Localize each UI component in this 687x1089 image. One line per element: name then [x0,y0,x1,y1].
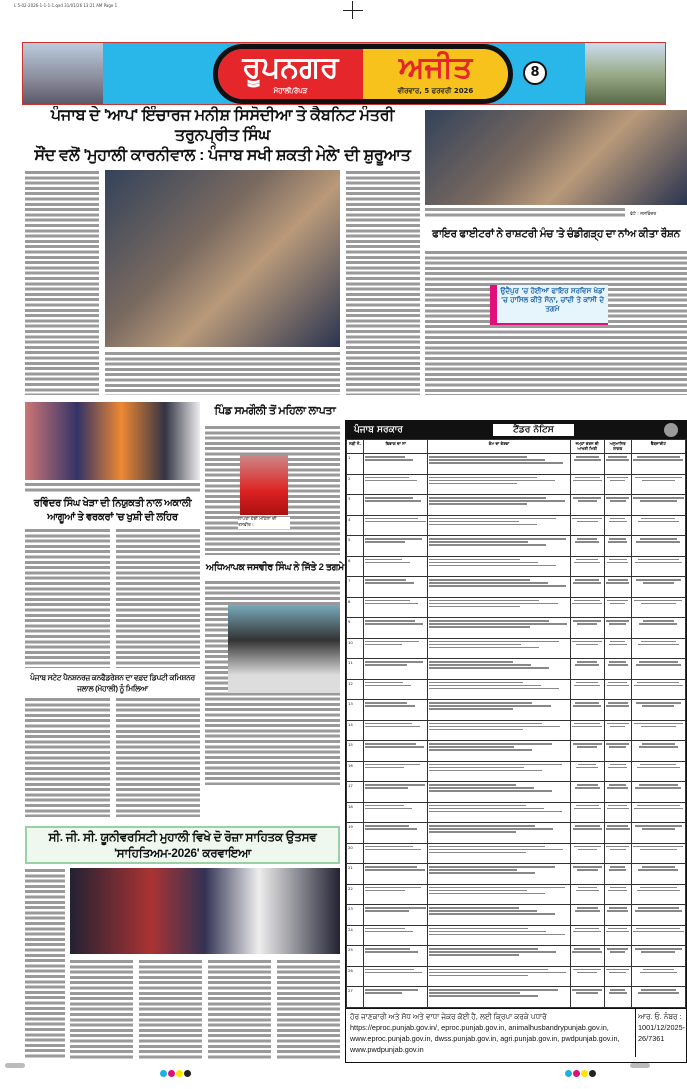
pensioners-body [25,697,200,817]
table-cell [604,802,631,823]
table-cell [604,782,631,803]
row-number: 1 [347,454,364,475]
table-cell [631,741,685,762]
table-cell [570,741,604,762]
table-cell [604,556,631,577]
table-cell [363,925,427,946]
table-cell [631,946,685,967]
table-cell [604,474,631,495]
table-cell [631,536,685,557]
table-cell [631,618,685,639]
table-cell [604,515,631,536]
table-cell [363,987,427,1008]
table-cell [604,638,631,659]
photo-credit: ਫੋਟੋ : ਜਸਵਿੰਦਰ [630,212,657,217]
table-cell [631,659,685,680]
table-cell [363,700,427,721]
city-name: ਰੂਪਨਗਰ [242,50,339,85]
table-row [347,864,686,885]
table-cell [631,823,685,844]
print-slug: L 5-02-2026-1-1-1-1.qxd 31/01/26 13:21 AM Page 1 [14,3,118,8]
table-cell [428,823,570,844]
row-number: 22 [347,884,364,905]
table-cell [428,843,570,864]
table-row [347,597,686,618]
table-header: ਕੰਮ ਦਾ ਵੇਰਵਾ [428,440,570,454]
missing-woman-photo [240,455,288,515]
tender-footer-line: ਹੋਰ ਜਾਣਕਾਰੀ ਅਤੇ ਸੋਧ ਅਤੇ ਵਾਧਾ ਜੇਕਰ ਕੋਈ ਹੈ, ਲਈ ਕ੍ਰਿਪਾ ਕਰਕੇ ਪਧਾਰੋ [350,1011,547,1021]
table-cell [604,966,631,987]
table-cell [631,638,685,659]
table-cell [428,618,570,639]
row-number: 27 [347,987,364,1008]
table-cell [570,495,604,516]
row-number: 6 [347,556,364,577]
table-cell [570,659,604,680]
table-cell [604,454,631,475]
table-cell [570,536,604,557]
table-cell [631,597,685,618]
table-cell [428,638,570,659]
table-cell [604,925,631,946]
table-cell [363,946,427,967]
table-cell [604,905,631,926]
ro-number: 1001/12/2025-26/7361 [638,1022,686,1043]
table-cell [604,884,631,905]
table-cell [428,577,570,598]
table-cell [570,864,604,885]
akali-body [25,528,200,668]
table-cell [363,823,427,844]
table-cell [570,905,604,926]
table-cell [631,843,685,864]
table-row [347,925,686,946]
table-row [347,515,686,536]
row-number: 20 [347,843,364,864]
table-row [347,966,686,987]
row-number: 4 [347,515,364,536]
table-cell [363,454,427,475]
table-cell [428,659,570,680]
masthead-photo-right [585,43,665,105]
table-row [347,946,686,967]
medals-headline: ਅਧਿਆਪਕ ਜਸਵੀਰ ਸਿੰਘ ਨੇ ਜਿੱਤੇ 2 ਤਗਮੇ [206,562,344,573]
table-cell [570,597,604,618]
table-row [347,454,686,475]
table-cell [363,597,427,618]
table-cell [631,495,685,516]
table-cell [428,884,570,905]
color-bar [565,1062,597,1081]
sports-headline: ਫਾਇਰ ਫਾਈਟਰਾਂ ਨੇ ਰਾਸ਼ਟਰੀ ਮੰਚ 'ਤੇ ਚੰਡੀਗੜ੍ਹ ਦਾ ਨਾਂਅ ਕੀਤਾ ਰੌਸ਼ਨ [432,228,680,240]
table-cell [570,556,604,577]
table-cell [570,782,604,803]
table-row [347,638,686,659]
masthead-photo-left [23,43,103,105]
table-cell [363,843,427,864]
table-cell [604,823,631,844]
row-number: 12 [347,679,364,700]
table-cell [363,536,427,557]
table-cell [363,884,427,905]
table-cell [631,782,685,803]
table-cell [570,515,604,536]
table-cell [570,638,604,659]
row-number: 18 [347,802,364,823]
table-cell [570,966,604,987]
table-cell [631,802,685,823]
text-column [25,170,99,395]
table-cell [570,618,604,639]
table-cell [570,720,604,741]
table-cell [363,802,427,823]
table-cell [604,577,631,598]
row-number: 15 [347,741,364,762]
table-row [347,782,686,803]
table-row [347,577,686,598]
table-cell [631,966,685,987]
table-cell [604,720,631,741]
table-cell [363,782,427,803]
table-row [347,905,686,926]
page-number: 8 [523,61,547,85]
registration-mark [630,1063,650,1068]
table-cell [570,700,604,721]
row-number: 16 [347,761,364,782]
table-cell [363,556,427,577]
table-cell [363,741,427,762]
table-cell [363,638,427,659]
photo-caption [105,351,341,395]
lead-photo [105,170,341,347]
row-number: 17 [347,782,364,803]
row-number: 25 [347,946,364,967]
table-cell [604,536,631,557]
tender-urls[interactable]: https://eproc.punjab.gov.in/, eproc.punjab.gov.in, animalhusbandrypunjab.gov.in, www.eproc.punjab.gov.in, dwss.punjab.gov.in, agri.punjab.gov.in, pwdpunjab.gov.in, www.pwdpunjab.gov.in [350,1022,620,1054]
akali-photo [25,402,200,480]
missing-headline: ਪਿੰਡ ਸਮਗੌਲੀ ਤੋਂ ਮਹਿਲਾ ਲਾਪਤਾ [214,405,336,417]
table-cell [631,679,685,700]
table-cell [428,741,570,762]
table-cell [570,802,604,823]
photo-caption [425,207,625,218]
table-cell [604,946,631,967]
university-photo [70,868,340,954]
table-cell [428,761,570,782]
row-number: 24 [347,925,364,946]
table-cell [570,577,604,598]
issue-date: ਵੀਰਵਾਰ, 5 ਫਰਵਰੀ 2026 [397,87,474,95]
row-number: 7 [347,577,364,598]
table-cell [363,864,427,885]
table-header: ਵਿਭਾਗ ਦਾ ਨਾਂ [363,440,427,454]
row-number: 11 [347,659,364,680]
table-cell [631,884,685,905]
ro-label: ਆਰ. ਓ. ਨੰਬਰ : [638,1011,682,1021]
table-cell [604,495,631,516]
table-row [347,720,686,741]
table-cell [570,884,604,905]
table-cell [604,741,631,762]
table-cell [570,823,604,844]
table-cell [570,474,604,495]
table-header: ਅਨੁਮਾਨਿਤ ਲਾਗਤ [604,440,631,454]
table-row [347,618,686,639]
table-cell [428,474,570,495]
table-row [347,884,686,905]
registration-mark [343,10,363,11]
fire-fighters-photo [425,110,687,205]
table-cell [604,659,631,680]
row-number: 8 [347,597,364,618]
lead-headline-line1: ਪੰਜਾਬ ਦੇ 'ਆਪ' ਇੰਚਾਰਜ ਮਨੀਸ਼ ਸਿਸੋਦੀਆ ਤੇ ਕੈਬਨਿਟ ਮੰਤਰੀ ਤਰੁਨਪ੍ਰੀਤ ਸਿੰਘ [50,107,395,144]
table-cell [570,946,604,967]
table-header: ਵੈੱਬਸਾਈਟ [631,440,685,454]
row-number: 9 [347,618,364,639]
table-row [347,495,686,516]
table-cell [428,802,570,823]
table-cell [428,946,570,967]
table-row [347,556,686,577]
medals-photo [228,605,340,693]
table-cell [631,925,685,946]
masthead [22,42,666,105]
table-cell [363,679,427,700]
table-cell [363,577,427,598]
table-cell [604,987,631,1008]
table-cell [428,720,570,741]
table-cell [428,597,570,618]
table-cell [631,474,685,495]
table-cell [631,556,685,577]
table-cell [428,925,570,946]
university-story [25,826,340,1059]
table-cell [428,905,570,926]
table-cell [428,782,570,803]
table-cell [363,515,427,536]
row-number: 13 [347,700,364,721]
table-header: ਲੜੀ ਨੰ. [347,440,364,454]
row-number: 14 [347,720,364,741]
table-cell [631,515,685,536]
table-row [347,843,686,864]
table-cell [363,618,427,639]
table-cell [570,987,604,1008]
table-cell [570,679,604,700]
akali-headline: ਰਵਿੰਦਰ ਸਿੰਘ ਖੇੜਾ ਦੀ ਨਿਯੁਕਤੀ ਨਾਲ ਅਕਾਲੀ ਆਗੂਆਂ ਤੇ ਵਰਕਰਾਂ 'ਚ ਖੁਸ਼ੀ ਦੀ ਲਹਿਰ [33,498,192,523]
table-cell [363,966,427,987]
university-body [25,868,65,1059]
table-cell [363,495,427,516]
lead-headline-line2: ਸੌਂਦ ਵਲੋਂ 'ਮੁਹਾਲੀ ਕਾਰਨੀਵਾਲ : ਪੰਜਾਬ ਸਖੀ ਸ਼ਕਤੀ ਮੇਲੇ' ਦੀ ਸ਼ੁਰੂਆਤ [34,147,411,164]
photo-caption: ਲਾਪਤਾ ਹੋਈ ਮਹਿਲਾ ਦੀ ਤਸਵੀਰ। [238,517,290,529]
table-cell [428,556,570,577]
table-row [347,761,686,782]
table-row [347,823,686,844]
table-cell [631,720,685,741]
table-cell [604,700,631,721]
table-row [347,700,686,721]
table-row [347,679,686,700]
masthead-logo [213,44,513,104]
lead-body [25,170,420,395]
table-cell [428,454,570,475]
row-number: 26 [347,966,364,987]
table-cell [428,679,570,700]
table-cell [428,966,570,987]
table-cell [631,905,685,926]
table-cell [428,987,570,1008]
row-number: 21 [347,864,364,885]
govt-name: ਪੰਜਾਬ ਸਰਕਾਰ [354,425,403,435]
table-cell [604,679,631,700]
color-bar [160,1062,192,1081]
table-cell [428,864,570,885]
table-cell [631,761,685,782]
row-number: 5 [347,536,364,557]
pensioners-headline: ਪੰਜਾਬ ਸਟੇਟ ਪੈਨਸ਼ਨਰਜ਼ ਕਨਫੈਡਰੇਸ਼ਨ ਦਾ ਵਫ਼ਦ ਡਿਪਟੀ ਕਮਿਸ਼ਨਰ ਜਲਾਲ (ਮੋਹਾਲੀ) ਨੂੰ ਮਿਲਿਆ [30,673,195,693]
table-cell [604,864,631,885]
registration-mark [352,1,353,19]
table-cell [631,454,685,475]
table-cell [604,843,631,864]
lead-headline [25,106,420,166]
table-cell [363,905,427,926]
table-row [347,802,686,823]
pull-quote: ਉਦੈਪੁਰ 'ਚ ਹੋਈਆਂ ਫਾਇਰ ਸਰਵਿਸ ਖੇਡਾਂ 'ਚ ਹਾਸਿਲ ਕੀਤੇ ਸੋਨਾ, ਚਾਂਦੀ ਤੇ ਕਾਂਸੀ ਦੇ ਤਗਮੇ [490,285,608,325]
table-cell [604,597,631,618]
table-cell [363,720,427,741]
table-row [347,659,686,680]
row-number: 3 [347,495,364,516]
table-cell [428,536,570,557]
table-cell [631,577,685,598]
table-cell [363,474,427,495]
table-cell [570,454,604,475]
emblem-icon [664,423,678,437]
table-cell [631,700,685,721]
table-cell [363,659,427,680]
table-cell [428,495,570,516]
university-content [25,868,340,1059]
table-row [347,987,686,1008]
table-cell [363,761,427,782]
paper-name: ਅਜੀਤ [398,50,473,85]
table-row [347,536,686,557]
table-cell [428,700,570,721]
table-cell [428,515,570,536]
registration-mark [5,1063,25,1068]
university-body [70,959,340,1059]
row-number: 10 [347,638,364,659]
row-number: 19 [347,823,364,844]
edition: ਮੋਹਾਲੀ/ਰੋਪੜ [273,87,308,95]
table-row [347,474,686,495]
row-number: 2 [347,474,364,495]
tender-title: ਟੈਂਡਰ ਨੋਟਿਸ [493,424,574,436]
table-cell [570,843,604,864]
lead-story [25,106,420,395]
tender-notice [345,420,687,1063]
text-column [346,170,420,395]
table-cell [570,925,604,946]
table-header: ਜਮ੍ਹਾਂ ਕਰਨ ਦੀ ਆਖਰੀ ਮਿਤੀ [570,440,604,454]
table-cell [604,761,631,782]
table-cell [631,864,685,885]
university-headline: ਸੀ. ਜੀ. ਸੀ. ਯੂਨੀਵਰਸਿਟੀ ਮੁਹਾਲੀ ਵਿਖੇ ਦੋ ਰੋਜ਼ਾ ਸਾਹਿਤਕ ਉਤਸਵ 'ਸਾਹਿਤਿਅਮ-2026' ਕਰਵਾਇਆ [25,826,340,864]
table-row [347,741,686,762]
table-cell [570,761,604,782]
photo-caption [25,482,200,493]
table-cell [631,987,685,1008]
tender-table [346,439,686,1008]
row-number: 23 [347,905,364,926]
table-cell [604,618,631,639]
